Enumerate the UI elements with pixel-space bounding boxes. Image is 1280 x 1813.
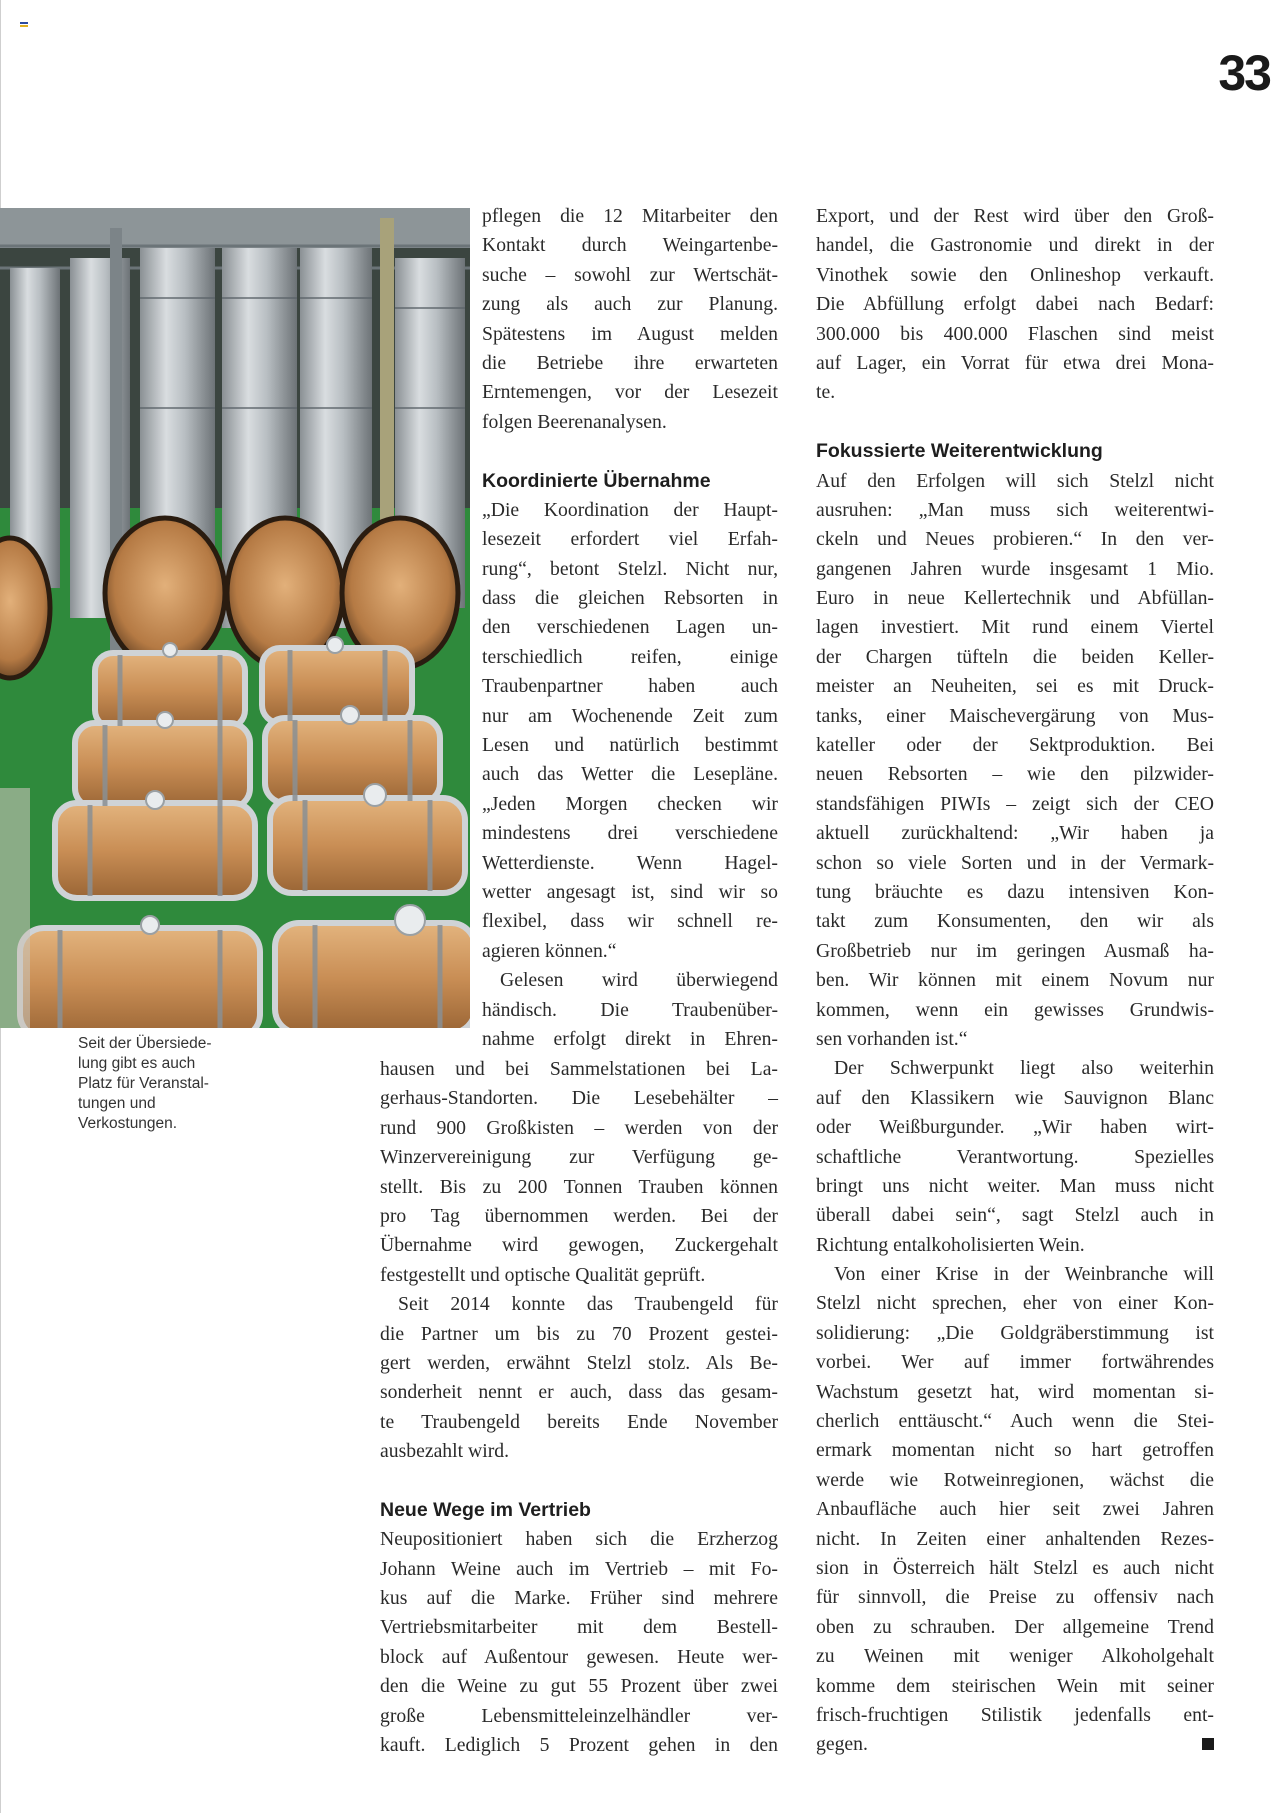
body-text-line: auf den Klassikern wie Sauvignon Blanc bbox=[816, 1086, 1214, 1109]
body-text-line: kateller oder der Sektproduktion. Bei bbox=[816, 734, 1214, 757]
caption-line: Verkostungen. bbox=[78, 1115, 178, 1132]
body-text-line: sion in Österreich hält Stelzl es auch nicht bbox=[816, 1556, 1214, 1579]
body-text-line: Anbaufläche auch hier seit zwei Jahren bbox=[816, 1498, 1214, 1521]
body-text-line: Johann Weine auch im Vertrieb – mit Fo- bbox=[380, 1557, 778, 1580]
body-text-line: überall dabei sein“, sagt Stelzl auch in bbox=[816, 1204, 1214, 1227]
body-text-line: „Jeden Morgen checken wir bbox=[482, 792, 778, 815]
section-heading: Fokussierte Weiterentwicklung bbox=[816, 440, 1103, 463]
body-text-line: mindestens drei verschiedene bbox=[482, 822, 778, 845]
body-text-line: Stelzl nicht sprechen, eher von einer Kon- bbox=[816, 1292, 1214, 1315]
body-text-line: Gelesen wird überwiegend bbox=[500, 969, 778, 992]
body-text-line: zu Weinen mit weniger Alkoholgehalt bbox=[816, 1645, 1214, 1668]
body-text-line: ausbezahlt wird. bbox=[380, 1440, 510, 1463]
body-text-line: nur am Wochenende Zeit zum bbox=[482, 704, 778, 727]
body-text-line: sonderheit nennt er auch, dass das gesam- bbox=[380, 1381, 778, 1404]
body-text-line: folgen Beerenanalysen. bbox=[482, 410, 667, 433]
body-text-line: oben zu schrauben. Der allgemeine Trend bbox=[816, 1615, 1214, 1638]
body-text-line: tanks, einer Maischevergärung von Mus- bbox=[816, 704, 1214, 727]
body-text-line: den verschiedenen Lagen un- bbox=[482, 616, 778, 639]
body-text-line: meister an Neuheiten, sei es mit Druck- bbox=[816, 675, 1214, 698]
caption-line: lung gibt es auch bbox=[78, 1055, 196, 1072]
body-text-line: neuen Rebsorten – wie den pilzwider- bbox=[816, 763, 1214, 786]
page-number: 33 bbox=[1218, 45, 1270, 101]
body-text-line: lagen investiert. Mit rund einem Viertel bbox=[816, 616, 1214, 639]
body-text-line: pro Tag übernommen werden. Bei der bbox=[380, 1204, 778, 1227]
body-text-line: auch das Wetter die Lesepläne. bbox=[482, 763, 778, 786]
column-1-lower bbox=[380, 1055, 778, 1760]
body-text-line: Erntemengen, vor der Lesezeit bbox=[482, 381, 778, 404]
caption-line: Platz für Veranstal- bbox=[78, 1075, 209, 1092]
body-text-line: standsfähigen PIWIs – zeigt sich der CEO bbox=[816, 792, 1214, 815]
body-text-line: Seit 2014 konnte das Traubengeld für bbox=[398, 1293, 778, 1316]
body-text-line: große Lebensmitteleinzelhändler ver- bbox=[380, 1704, 778, 1727]
body-text-line: Von einer Krise in der Weinbranche will bbox=[834, 1263, 1214, 1286]
menu-icon[interactable] bbox=[20, 22, 28, 28]
body-text-line: Spätestens im August melden bbox=[482, 322, 778, 345]
body-text-line: dass die gleichen Rebsorten in bbox=[482, 587, 778, 610]
body-text-line: Euro in neue Kellertechnik und Abfüllan- bbox=[816, 587, 1214, 610]
section-heading: Koordinierte Übernahme bbox=[482, 469, 711, 492]
body-text-line: Vertriebsmitarbeiter mit dem Bestell- bbox=[380, 1616, 778, 1639]
caption-line: tungen und bbox=[78, 1095, 156, 1112]
body-text-line: Die Abfüllung erfolgt dabei nach Bedarf: bbox=[816, 293, 1214, 316]
body-text-line: rung“, betont Stelzl. Nicht nur, bbox=[482, 557, 778, 580]
body-text-line: Winzervereinigung zur Verfügung ge- bbox=[380, 1146, 778, 1169]
body-text-line: Kontakt durch Weingartenbe- bbox=[482, 234, 778, 257]
body-text-line: pflegen die 12 Mitarbeiter den bbox=[482, 205, 778, 227]
body-text-line: 300.000 bis 400.000 Flaschen sind meist bbox=[816, 322, 1214, 345]
body-text-line: ckeln und Neues probieren.“ In den ver- bbox=[816, 528, 1214, 551]
body-text-line: „Die Koordination der Haupt- bbox=[482, 498, 778, 521]
body-text-line: flexibel, dass wir schnell re- bbox=[482, 910, 778, 933]
body-text-line: hausen und bei Sammelstationen bei La- bbox=[380, 1058, 778, 1080]
body-text-line: vorbei. Wer auf immer fortwährendes bbox=[816, 1351, 1214, 1374]
body-text-line: gegen. bbox=[816, 1730, 1214, 1759]
body-text-line: Der Schwerpunkt liegt also weiterhin bbox=[834, 1057, 1214, 1080]
body-text-line: gangenen Jahren wurde insgesamt 1 Mio. bbox=[816, 557, 1214, 580]
article-end-mark bbox=[1202, 1738, 1214, 1750]
body-text-line: festgestellt und optische Qualität geprüft. bbox=[380, 1263, 706, 1286]
body-text-line: Übernahme wird gewogen, Zuckergehalt bbox=[380, 1234, 778, 1257]
body-text-line: kommen, wenn ein gewisses Grundwis- bbox=[816, 998, 1214, 1021]
body-text-line: oder Weißburgunder. „Wir haben wirt- bbox=[816, 1116, 1214, 1139]
body-text-line: Vinothek sowie den Onlineshop verkauft. bbox=[816, 263, 1214, 286]
body-text-line: Lesen und natürlich bestimmt bbox=[482, 734, 778, 757]
body-text-line: handel, die Gastronomie und direkt in der bbox=[816, 234, 1214, 257]
body-text-line: sen vorhanden ist.“ bbox=[816, 1027, 968, 1050]
body-text-line: bringt uns nicht weiter. Man muss nicht bbox=[816, 1174, 1214, 1197]
body-text-line: Richtung entalkoholisierten Wein. bbox=[816, 1233, 1085, 1256]
body-text-line: nicht. In Zeiten einer anhaltenden Rezes- bbox=[816, 1527, 1214, 1550]
body-text-line: wetter angesagt ist, sind wir so bbox=[482, 880, 778, 903]
body-text-line: ben. Wir können mit einem Novum nur bbox=[816, 969, 1214, 992]
body-text-line bbox=[816, 408, 1214, 437]
body-text-line: cherlich enttäuscht.“ Auch wenn die Stei- bbox=[816, 1410, 1214, 1433]
body-text-line: auf Lager, ein Vorrat für etwa drei Mona- bbox=[816, 351, 1214, 374]
body-text-line: block auf Außentour gewesen. Heute wer- bbox=[380, 1645, 778, 1668]
body-text-line: solidierung: „Die Goldgräberstimmung ist bbox=[816, 1321, 1214, 1344]
body-text-line: agieren können.“ bbox=[482, 939, 617, 962]
body-text-line: gerhaus-Standorten. Die Lesebehälter – bbox=[380, 1087, 778, 1110]
body-text-line: ausruhen: „Man muss sich weiterentwi- bbox=[816, 498, 1214, 521]
body-text-line: rund 900 Großkisten – werden von der bbox=[380, 1116, 778, 1139]
caption-line: Seit der Übersiede- bbox=[78, 1035, 212, 1052]
body-text-line: te Traubengeld bereits Ende November bbox=[380, 1410, 778, 1433]
body-text-line: nahme erfolgt direkt in Ehren- bbox=[482, 1027, 778, 1050]
body-text-line: lesezeit erfordert viel Erfah- bbox=[482, 528, 778, 551]
body-text-line: suche – sowohl zur Wertschät- bbox=[482, 263, 778, 286]
body-text-line: aktuell zurückhaltend: „Wir haben ja bbox=[816, 822, 1214, 845]
body-text-line: stellt. Bis zu 200 Tonnen Trauben können bbox=[380, 1175, 778, 1198]
body-text-line: den die Weine zu gut 55 Prozent über zwei bbox=[380, 1675, 778, 1698]
body-text-line: Export, und der Rest wird über den Groß- bbox=[816, 205, 1214, 227]
body-text-line: händisch. Die Traubenüber- bbox=[482, 998, 778, 1021]
body-text-line: schon so viele Sorten und in der Vermark- bbox=[816, 851, 1214, 874]
section-heading: Neue Wege im Vertrieb bbox=[380, 1498, 591, 1521]
column-1-upper bbox=[482, 202, 778, 1054]
body-text-line: zung als auch zur Planung. bbox=[482, 293, 778, 316]
body-text-line: te. bbox=[816, 381, 836, 404]
column-2 bbox=[816, 202, 1214, 1760]
body-text-line: für sinnvoll, die Preise zu offensiv nach bbox=[816, 1586, 1214, 1609]
body-text-line: kauft. Lediglich 5 Prozent gehen in den bbox=[380, 1733, 778, 1756]
body-text-line bbox=[380, 1466, 778, 1495]
body-text-line: der Chargen tüfteln die beiden Keller- bbox=[816, 645, 1214, 668]
body-text-line: Auf den Erfolgen will sich Stelzl nicht bbox=[816, 469, 1214, 492]
photo-caption bbox=[78, 1034, 238, 1134]
body-text-line: kus auf die Marke. Früher sind mehrere bbox=[380, 1587, 778, 1610]
body-text-line: Neupositioniert haben sich die Erzherzog bbox=[380, 1528, 778, 1551]
body-text-line: die Betriebe ihre erwarteten bbox=[482, 351, 778, 374]
body-text-line: terschiedlich reifen, einige bbox=[482, 645, 778, 668]
body-text-line: schaftliche Verantwortung. Spezielles bbox=[816, 1145, 1214, 1168]
body-text-line: komme dem steirischen Wein mit seiner bbox=[816, 1674, 1214, 1697]
body-text-line: Wetterdienste. Wenn Hagel- bbox=[482, 851, 778, 874]
body-text-line: Traubenpartner haben auch bbox=[482, 675, 778, 698]
body-text-line: die Partner um bis zu 70 Prozent gestei- bbox=[380, 1322, 778, 1345]
body-text-line: Wachstum gesetzt hat, wird momentan si- bbox=[816, 1380, 1214, 1403]
body-text-line: gert werden, erwähnt Stelzl stolz. Als Be- bbox=[380, 1351, 778, 1374]
body-text-line: tung bräuchte es dazu intensiven Kon- bbox=[816, 880, 1214, 903]
body-text-line: ermark momentan nicht so hart getroffen bbox=[816, 1439, 1214, 1462]
body-text-line: Großbetrieb nur im geringen Ausmaß ha- bbox=[816, 939, 1214, 962]
body-text-line: werde wie Rotweinregionen, wächst die bbox=[816, 1468, 1214, 1491]
wine-cellar-barrels-photo bbox=[0, 208, 470, 1028]
body-text-line: takt zum Konsumenten, den wir als bbox=[816, 910, 1214, 933]
body-text-line bbox=[482, 437, 778, 466]
body-text-line: frisch-fruchtigen Stilistik jedenfalls ent- bbox=[816, 1703, 1214, 1726]
